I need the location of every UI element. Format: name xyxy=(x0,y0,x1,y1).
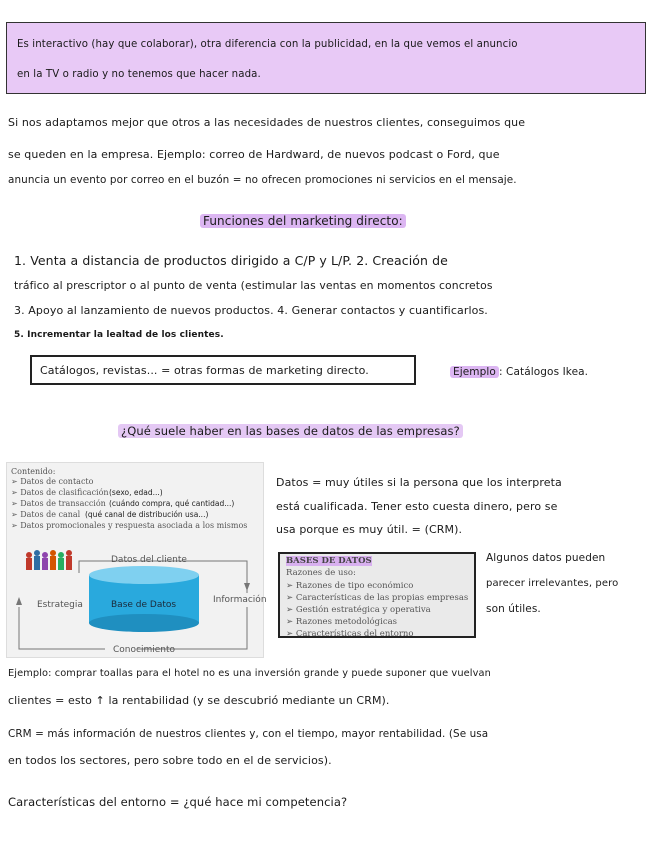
callout-line-1: Es interactivo (hay que colaborar), otra diferencia con la publicidad, en la que vemos el anuncio xyxy=(17,39,518,50)
funciones-title: Funciones del marketing directo: xyxy=(200,214,406,228)
bases-item-4: ➢ Razones metodológicas xyxy=(286,617,398,627)
ejemplo-text: : Catálogos Ikea. xyxy=(498,366,589,378)
entorno-line: Características del entorno = ¿qué hace mi competencia? xyxy=(8,795,348,809)
bases-item-1: ➢ Razones de tipo económico xyxy=(286,581,414,591)
datos-line-2: está cualificada. Tener esto cuesta dinero, pero se xyxy=(276,500,558,513)
bases-item-3: ➢ Gestión estratégica y operativa xyxy=(286,605,431,615)
datos-line-3: usa porque es muy útil. = (CRM). xyxy=(276,523,463,536)
intro-line-3: anuncia un evento por correo en el buzón = no ofrecen promociones ni servicios en el mensaje. xyxy=(8,174,517,186)
ejemplo2-line-1: Ejemplo: comprar toallas para el hotel no es una inversión grande y puede suponer que vuelvan xyxy=(8,668,491,679)
funciones-line-3: 3. Apoyo al lanzamiento de nuevos productos. 4. Generar contactos y cuantificarlos. xyxy=(14,304,488,317)
database-cylinder-icon xyxy=(89,566,199,632)
conocimiento-label: Conocimiento xyxy=(113,645,175,655)
funciones-line-4: 5. Incrementar la lealtad de los clientes. xyxy=(14,330,224,340)
bases-datos-box xyxy=(278,552,476,638)
funciones-line-2: tráfico al prescriptor o al punto de venta (estimular las ventas en momentos concretos xyxy=(14,279,493,292)
question: ¿Qué suele haber en las bases de datos de las empresas? xyxy=(118,424,463,438)
database-figure xyxy=(6,462,267,658)
bases-title: BASES DE DATOS xyxy=(286,556,372,566)
contenido-item-3: ➢ Datos de transacción xyxy=(11,499,106,508)
intro-line-1: Si nos adaptamos mejor que otros a las necesidades de nuestros clientes, conseguimos que xyxy=(8,116,526,129)
ejemplo-ikea xyxy=(450,366,588,378)
datos-cliente-label: Datos del cliente xyxy=(111,555,187,565)
ejemplo2-line-2: clientes = esto ↑ la rentabilidad (y se descubrió mediante un CRM). xyxy=(8,694,390,707)
funciones-line-1: 1. Venta a distancia de productos dirigido a C/P y L/P. 2. Creación de xyxy=(14,253,448,268)
contenido-label: Contenido: xyxy=(11,467,56,476)
contenido-item-2: ➢ Datos de clasificación xyxy=(11,488,109,497)
contenido-item-4: ➢ Datos de canal xyxy=(11,510,81,519)
crm-line-1: CRM = más información de nuestros clientes y, con el tiempo, mayor rentabilidad. (Se usa xyxy=(8,728,489,740)
algunos-line-1: Algunos datos pueden xyxy=(486,552,606,564)
contenido-note-1: (sexo, edad...) xyxy=(109,488,163,497)
informacion-label: Información xyxy=(213,595,267,605)
customers-icon xyxy=(26,550,72,570)
algunos-line-3: son útiles. xyxy=(486,603,541,615)
crm-line-2: en todos los sectores, pero sobre todo en el de servicios). xyxy=(8,754,332,767)
catalogos-box: Catálogos, revistas... = otras formas de marketing directo. xyxy=(30,355,416,385)
ejemplo-label: Ejemplo xyxy=(450,366,499,378)
estrategia-label: Estrategia xyxy=(37,600,83,610)
base-datos-label: Base de Datos xyxy=(111,600,177,610)
intro-line-2: se queden en la empresa. Ejemplo: correo de Hardward, de nuevos podcast o Ford, que xyxy=(8,148,500,161)
bases-item-5: ➢ Características del entorno xyxy=(286,629,414,638)
contenido-note-3: (qué canal de distribución usa...) xyxy=(85,510,209,519)
contenido-item-1: ➢ Datos de contacto xyxy=(11,477,94,486)
callout-line-2: en la TV o radio y no tenemos que hacer nada. xyxy=(17,69,261,80)
callout-box xyxy=(6,22,646,94)
bases-item-2: ➢ Características de las propias empresas xyxy=(286,593,469,603)
algunos-line-2: parecer irrelevantes, pero xyxy=(486,578,619,589)
contenido-note-2: (cuándo compra, qué cantidad...) xyxy=(109,499,235,508)
contenido-item-5: ➢ Datos promocionales y respuesta asociada a los mismos xyxy=(11,521,248,530)
bases-subtitle: Razones de uso: xyxy=(286,568,356,578)
datos-line-1: Datos = muy útiles si la persona que los interpreta xyxy=(276,476,562,489)
